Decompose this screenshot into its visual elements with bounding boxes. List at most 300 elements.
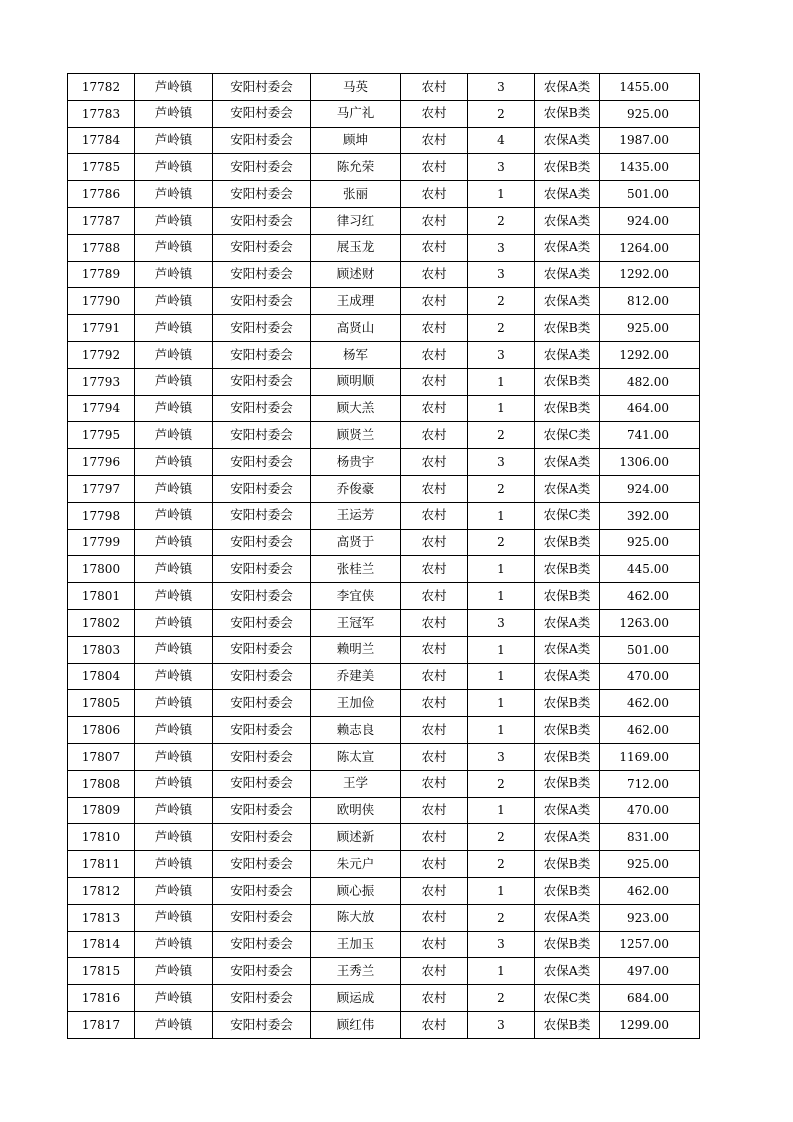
table-row xyxy=(68,502,700,529)
name-cell: 律习红 xyxy=(311,207,401,234)
serial-number-cell: 17803 xyxy=(68,636,135,663)
name-cell: 展玉龙 xyxy=(311,234,401,261)
name-cell: 乔俊豪 xyxy=(311,475,401,502)
insurance-class-cell: 农保A类 xyxy=(535,261,600,288)
household-size-cell: 3 xyxy=(468,74,535,101)
amount-cell: 684.00 xyxy=(600,985,700,1012)
household-size-cell: 2 xyxy=(468,529,535,556)
amount-cell: 482.00 xyxy=(600,368,700,395)
amount-cell: 924.00 xyxy=(600,207,700,234)
name-cell: 王冠军 xyxy=(311,609,401,636)
village-committee-cell: 安阳村委会 xyxy=(213,154,311,181)
town-cell: 芦岭镇 xyxy=(135,636,213,663)
insurance-class-cell: 农保B类 xyxy=(535,1011,600,1038)
village-committee-cell: 安阳村委会 xyxy=(213,743,311,770)
area-type-cell: 农村 xyxy=(401,609,468,636)
village-committee-cell: 安阳村委会 xyxy=(213,207,311,234)
insurance-class-cell: 农保B类 xyxy=(535,100,600,127)
town-cell: 芦岭镇 xyxy=(135,851,213,878)
household-size-cell: 2 xyxy=(468,851,535,878)
area-type-cell: 农村 xyxy=(401,556,468,583)
area-type-cell: 农村 xyxy=(401,74,468,101)
name-cell: 杨军 xyxy=(311,341,401,368)
amount-cell: 464.00 xyxy=(600,395,700,422)
serial-number-cell: 17782 xyxy=(68,74,135,101)
town-cell: 芦岭镇 xyxy=(135,261,213,288)
insurance-class-cell: 农保A类 xyxy=(535,609,600,636)
table-row xyxy=(68,609,700,636)
household-size-cell: 2 xyxy=(468,475,535,502)
table-row xyxy=(68,770,700,797)
area-type-cell: 农村 xyxy=(401,877,468,904)
town-cell: 芦岭镇 xyxy=(135,609,213,636)
table-row xyxy=(68,556,700,583)
name-cell: 王成理 xyxy=(311,288,401,315)
table-row xyxy=(68,288,700,315)
household-size-cell: 2 xyxy=(468,100,535,127)
amount-cell: 470.00 xyxy=(600,663,700,690)
name-cell: 顾运成 xyxy=(311,985,401,1012)
amount-cell: 470.00 xyxy=(600,797,700,824)
amount-cell: 497.00 xyxy=(600,958,700,985)
household-size-cell: 1 xyxy=(468,877,535,904)
table-row xyxy=(68,1011,700,1038)
town-cell: 芦岭镇 xyxy=(135,931,213,958)
serial-number-cell: 17790 xyxy=(68,288,135,315)
insurance-class-cell: 农保A类 xyxy=(535,663,600,690)
village-committee-cell: 安阳村委会 xyxy=(213,1011,311,1038)
town-cell: 芦岭镇 xyxy=(135,181,213,208)
village-committee-cell: 安阳村委会 xyxy=(213,341,311,368)
area-type-cell: 农村 xyxy=(401,824,468,851)
area-type-cell: 农村 xyxy=(401,475,468,502)
household-size-cell: 3 xyxy=(468,154,535,181)
village-committee-cell: 安阳村委会 xyxy=(213,851,311,878)
table-row xyxy=(68,74,700,101)
table-row xyxy=(68,341,700,368)
serial-number-cell: 17789 xyxy=(68,261,135,288)
table-row xyxy=(68,931,700,958)
town-cell: 芦岭镇 xyxy=(135,475,213,502)
name-cell: 赖志良 xyxy=(311,717,401,744)
name-cell: 马英 xyxy=(311,74,401,101)
town-cell: 芦岭镇 xyxy=(135,207,213,234)
table-row xyxy=(68,717,700,744)
amount-cell: 1435.00 xyxy=(600,154,700,181)
serial-number-cell: 17792 xyxy=(68,341,135,368)
amount-cell: 1292.00 xyxy=(600,341,700,368)
village-committee-cell: 安阳村委会 xyxy=(213,502,311,529)
name-cell: 乔建美 xyxy=(311,663,401,690)
household-size-cell: 3 xyxy=(468,1011,535,1038)
town-cell: 芦岭镇 xyxy=(135,74,213,101)
serial-number-cell: 17810 xyxy=(68,824,135,851)
village-committee-cell: 安阳村委会 xyxy=(213,234,311,261)
table-row xyxy=(68,154,700,181)
area-type-cell: 农村 xyxy=(401,502,468,529)
insurance-class-cell: 农保B类 xyxy=(535,931,600,958)
town-cell: 芦岭镇 xyxy=(135,877,213,904)
serial-number-cell: 17801 xyxy=(68,583,135,610)
table-row xyxy=(68,797,700,824)
town-cell: 芦岭镇 xyxy=(135,690,213,717)
household-size-cell: 1 xyxy=(468,717,535,744)
household-size-cell: 2 xyxy=(468,985,535,1012)
serial-number-cell: 17809 xyxy=(68,797,135,824)
amount-cell: 925.00 xyxy=(600,851,700,878)
serial-number-cell: 17793 xyxy=(68,368,135,395)
household-size-cell: 3 xyxy=(468,743,535,770)
town-cell: 芦岭镇 xyxy=(135,154,213,181)
name-cell: 顾述新 xyxy=(311,824,401,851)
amount-cell: 924.00 xyxy=(600,475,700,502)
area-type-cell: 农村 xyxy=(401,234,468,261)
name-cell: 马广礼 xyxy=(311,100,401,127)
table-row xyxy=(68,395,700,422)
table-row xyxy=(68,449,700,476)
area-type-cell: 农村 xyxy=(401,422,468,449)
area-type-cell: 农村 xyxy=(401,583,468,610)
name-cell: 朱元户 xyxy=(311,851,401,878)
town-cell: 芦岭镇 xyxy=(135,315,213,342)
town-cell: 芦岭镇 xyxy=(135,234,213,261)
household-size-cell: 1 xyxy=(468,663,535,690)
town-cell: 芦岭镇 xyxy=(135,288,213,315)
area-type-cell: 农村 xyxy=(401,181,468,208)
amount-cell: 925.00 xyxy=(600,315,700,342)
amount-cell: 1264.00 xyxy=(600,234,700,261)
serial-number-cell: 17815 xyxy=(68,958,135,985)
name-cell: 高贤山 xyxy=(311,315,401,342)
amount-cell: 741.00 xyxy=(600,422,700,449)
town-cell: 芦岭镇 xyxy=(135,797,213,824)
area-type-cell: 农村 xyxy=(401,529,468,556)
village-committee-cell: 安阳村委会 xyxy=(213,583,311,610)
table-row xyxy=(68,475,700,502)
serial-number-cell: 17817 xyxy=(68,1011,135,1038)
town-cell: 芦岭镇 xyxy=(135,100,213,127)
insurance-class-cell: 农保A类 xyxy=(535,958,600,985)
area-type-cell: 农村 xyxy=(401,717,468,744)
village-committee-cell: 安阳村委会 xyxy=(213,797,311,824)
amount-cell: 925.00 xyxy=(600,100,700,127)
area-type-cell: 农村 xyxy=(401,797,468,824)
serial-number-cell: 17813 xyxy=(68,904,135,931)
name-cell: 高贤于 xyxy=(311,529,401,556)
serial-number-cell: 17799 xyxy=(68,529,135,556)
name-cell: 张桂兰 xyxy=(311,556,401,583)
serial-number-cell: 17811 xyxy=(68,851,135,878)
village-committee-cell: 安阳村委会 xyxy=(213,368,311,395)
insurance-class-cell: 农保B类 xyxy=(535,851,600,878)
area-type-cell: 农村 xyxy=(401,985,468,1012)
name-cell: 顾贤兰 xyxy=(311,422,401,449)
household-size-cell: 1 xyxy=(468,395,535,422)
insurance-class-cell: 农保A类 xyxy=(535,449,600,476)
table-row xyxy=(68,529,700,556)
town-cell: 芦岭镇 xyxy=(135,824,213,851)
table-row xyxy=(68,234,700,261)
name-cell: 顾心振 xyxy=(311,877,401,904)
village-committee-cell: 安阳村委会 xyxy=(213,127,311,154)
name-cell: 顾坤 xyxy=(311,127,401,154)
village-committee-cell: 安阳村委会 xyxy=(213,824,311,851)
household-size-cell: 4 xyxy=(468,127,535,154)
area-type-cell: 农村 xyxy=(401,770,468,797)
household-size-cell: 1 xyxy=(468,583,535,610)
household-size-cell: 3 xyxy=(468,261,535,288)
serial-number-cell: 17784 xyxy=(68,127,135,154)
table-row xyxy=(68,583,700,610)
roster-table xyxy=(67,73,700,1039)
amount-cell: 1987.00 xyxy=(600,127,700,154)
household-size-cell: 1 xyxy=(468,556,535,583)
serial-number-cell: 17783 xyxy=(68,100,135,127)
serial-number-cell: 17798 xyxy=(68,502,135,529)
amount-cell: 462.00 xyxy=(600,877,700,904)
serial-number-cell: 17808 xyxy=(68,770,135,797)
area-type-cell: 农村 xyxy=(401,341,468,368)
insurance-class-cell: 农保A类 xyxy=(535,207,600,234)
household-size-cell: 1 xyxy=(468,958,535,985)
area-type-cell: 农村 xyxy=(401,127,468,154)
village-committee-cell: 安阳村委会 xyxy=(213,288,311,315)
area-type-cell: 农村 xyxy=(401,207,468,234)
village-committee-cell: 安阳村委会 xyxy=(213,261,311,288)
town-cell: 芦岭镇 xyxy=(135,341,213,368)
amount-cell: 712.00 xyxy=(600,770,700,797)
household-size-cell: 3 xyxy=(468,234,535,261)
serial-number-cell: 17788 xyxy=(68,234,135,261)
household-size-cell: 2 xyxy=(468,770,535,797)
name-cell: 赖明兰 xyxy=(311,636,401,663)
amount-cell: 462.00 xyxy=(600,717,700,744)
name-cell: 王加俭 xyxy=(311,690,401,717)
serial-number-cell: 17807 xyxy=(68,743,135,770)
area-type-cell: 农村 xyxy=(401,743,468,770)
town-cell: 芦岭镇 xyxy=(135,904,213,931)
table-body xyxy=(68,74,700,1039)
amount-cell: 1292.00 xyxy=(600,261,700,288)
serial-number-cell: 17805 xyxy=(68,690,135,717)
household-size-cell: 1 xyxy=(468,502,535,529)
area-type-cell: 农村 xyxy=(401,636,468,663)
table-row xyxy=(68,690,700,717)
town-cell: 芦岭镇 xyxy=(135,556,213,583)
town-cell: 芦岭镇 xyxy=(135,1011,213,1038)
village-committee-cell: 安阳村委会 xyxy=(213,181,311,208)
insurance-class-cell: 农保B类 xyxy=(535,690,600,717)
insurance-class-cell: 农保C类 xyxy=(535,422,600,449)
serial-number-cell: 17816 xyxy=(68,985,135,1012)
area-type-cell: 农村 xyxy=(401,368,468,395)
village-committee-cell: 安阳村委会 xyxy=(213,395,311,422)
village-committee-cell: 安阳村委会 xyxy=(213,958,311,985)
area-type-cell: 农村 xyxy=(401,904,468,931)
insurance-class-cell: 农保A类 xyxy=(535,475,600,502)
name-cell: 陈大放 xyxy=(311,904,401,931)
amount-cell: 501.00 xyxy=(600,181,700,208)
amount-cell: 445.00 xyxy=(600,556,700,583)
town-cell: 芦岭镇 xyxy=(135,368,213,395)
village-committee-cell: 安阳村委会 xyxy=(213,556,311,583)
serial-number-cell: 17806 xyxy=(68,717,135,744)
town-cell: 芦岭镇 xyxy=(135,529,213,556)
insurance-class-cell: 农保B类 xyxy=(535,717,600,744)
table-row xyxy=(68,207,700,234)
serial-number-cell: 17795 xyxy=(68,422,135,449)
household-size-cell: 3 xyxy=(468,341,535,368)
name-cell: 顾明顺 xyxy=(311,368,401,395)
village-committee-cell: 安阳村委会 xyxy=(213,100,311,127)
name-cell: 王秀兰 xyxy=(311,958,401,985)
amount-cell: 1299.00 xyxy=(600,1011,700,1038)
insurance-class-cell: 农保A类 xyxy=(535,824,600,851)
amount-cell: 1263.00 xyxy=(600,609,700,636)
area-type-cell: 农村 xyxy=(401,261,468,288)
table-row xyxy=(68,100,700,127)
village-committee-cell: 安阳村委会 xyxy=(213,529,311,556)
table-row xyxy=(68,315,700,342)
insurance-class-cell: 农保A类 xyxy=(535,636,600,663)
table-row xyxy=(68,422,700,449)
area-type-cell: 农村 xyxy=(401,395,468,422)
town-cell: 芦岭镇 xyxy=(135,958,213,985)
insurance-class-cell: 农保C类 xyxy=(535,502,600,529)
area-type-cell: 农村 xyxy=(401,315,468,342)
insurance-class-cell: 农保A类 xyxy=(535,181,600,208)
serial-number-cell: 17786 xyxy=(68,181,135,208)
household-size-cell: 3 xyxy=(468,449,535,476)
household-size-cell: 1 xyxy=(468,690,535,717)
insurance-class-cell: 农保B类 xyxy=(535,556,600,583)
village-committee-cell: 安阳村委会 xyxy=(213,904,311,931)
insurance-class-cell: 农保A类 xyxy=(535,288,600,315)
household-size-cell: 3 xyxy=(468,931,535,958)
name-cell: 顾红伟 xyxy=(311,1011,401,1038)
name-cell: 张丽 xyxy=(311,181,401,208)
amount-cell: 812.00 xyxy=(600,288,700,315)
town-cell: 芦岭镇 xyxy=(135,717,213,744)
area-type-cell: 农村 xyxy=(401,154,468,181)
amount-cell: 462.00 xyxy=(600,690,700,717)
household-size-cell: 1 xyxy=(468,636,535,663)
village-committee-cell: 安阳村委会 xyxy=(213,475,311,502)
insurance-class-cell: 农保A类 xyxy=(535,127,600,154)
village-committee-cell: 安阳村委会 xyxy=(213,931,311,958)
area-type-cell: 农村 xyxy=(401,449,468,476)
insurance-class-cell: 农保A类 xyxy=(535,904,600,931)
insurance-class-cell: 农保B类 xyxy=(535,529,600,556)
area-type-cell: 农村 xyxy=(401,288,468,315)
serial-number-cell: 17804 xyxy=(68,663,135,690)
town-cell: 芦岭镇 xyxy=(135,663,213,690)
village-committee-cell: 安阳村委会 xyxy=(213,74,311,101)
table-row xyxy=(68,743,700,770)
household-size-cell: 2 xyxy=(468,288,535,315)
name-cell: 杨贵宇 xyxy=(311,449,401,476)
name-cell: 顾大羔 xyxy=(311,395,401,422)
area-type-cell: 农村 xyxy=(401,931,468,958)
village-committee-cell: 安阳村委会 xyxy=(213,636,311,663)
serial-number-cell: 17797 xyxy=(68,475,135,502)
household-size-cell: 3 xyxy=(468,609,535,636)
town-cell: 芦岭镇 xyxy=(135,985,213,1012)
amount-cell: 831.00 xyxy=(600,824,700,851)
table-row xyxy=(68,877,700,904)
village-committee-cell: 安阳村委会 xyxy=(213,690,311,717)
household-size-cell: 2 xyxy=(468,904,535,931)
insurance-class-cell: 农保A类 xyxy=(535,797,600,824)
insurance-class-cell: 农保B类 xyxy=(535,770,600,797)
amount-cell: 392.00 xyxy=(600,502,700,529)
area-type-cell: 农村 xyxy=(401,1011,468,1038)
town-cell: 芦岭镇 xyxy=(135,743,213,770)
insurance-class-cell: 农保A类 xyxy=(535,234,600,261)
name-cell: 欧明侠 xyxy=(311,797,401,824)
town-cell: 芦岭镇 xyxy=(135,422,213,449)
name-cell: 李宜侠 xyxy=(311,583,401,610)
area-type-cell: 农村 xyxy=(401,100,468,127)
village-committee-cell: 安阳村委会 xyxy=(213,877,311,904)
household-size-cell: 1 xyxy=(468,797,535,824)
table-row xyxy=(68,851,700,878)
name-cell: 王学 xyxy=(311,770,401,797)
village-committee-cell: 安阳村委会 xyxy=(213,449,311,476)
table-row xyxy=(68,958,700,985)
amount-cell: 1306.00 xyxy=(600,449,700,476)
table-row xyxy=(68,127,700,154)
area-type-cell: 农村 xyxy=(401,851,468,878)
name-cell: 王加玉 xyxy=(311,931,401,958)
area-type-cell: 农村 xyxy=(401,690,468,717)
area-type-cell: 农村 xyxy=(401,958,468,985)
table-row xyxy=(68,636,700,663)
serial-number-cell: 17787 xyxy=(68,207,135,234)
amount-cell: 923.00 xyxy=(600,904,700,931)
household-size-cell: 2 xyxy=(468,207,535,234)
insurance-class-cell: 农保B类 xyxy=(535,315,600,342)
household-size-cell: 1 xyxy=(468,368,535,395)
village-committee-cell: 安阳村委会 xyxy=(213,609,311,636)
insurance-class-cell: 农保A类 xyxy=(535,74,600,101)
name-cell: 陈太宣 xyxy=(311,743,401,770)
insurance-class-cell: 农保B类 xyxy=(535,743,600,770)
village-committee-cell: 安阳村委会 xyxy=(213,985,311,1012)
name-cell: 陈允荣 xyxy=(311,154,401,181)
table-row xyxy=(68,368,700,395)
household-size-cell: 2 xyxy=(468,824,535,851)
serial-number-cell: 17791 xyxy=(68,315,135,342)
table-row xyxy=(68,904,700,931)
serial-number-cell: 17800 xyxy=(68,556,135,583)
table-row xyxy=(68,824,700,851)
name-cell: 王运芳 xyxy=(311,502,401,529)
serial-number-cell: 17814 xyxy=(68,931,135,958)
insurance-class-cell: 农保A类 xyxy=(535,341,600,368)
amount-cell: 1257.00 xyxy=(600,931,700,958)
town-cell: 芦岭镇 xyxy=(135,395,213,422)
town-cell: 芦岭镇 xyxy=(135,449,213,476)
amount-cell: 462.00 xyxy=(600,583,700,610)
insurance-class-cell: 农保B类 xyxy=(535,154,600,181)
serial-number-cell: 17802 xyxy=(68,609,135,636)
insurance-class-cell: 农保B类 xyxy=(535,583,600,610)
serial-number-cell: 17812 xyxy=(68,877,135,904)
household-size-cell: 2 xyxy=(468,422,535,449)
village-committee-cell: 安阳村委会 xyxy=(213,422,311,449)
table-row xyxy=(68,985,700,1012)
